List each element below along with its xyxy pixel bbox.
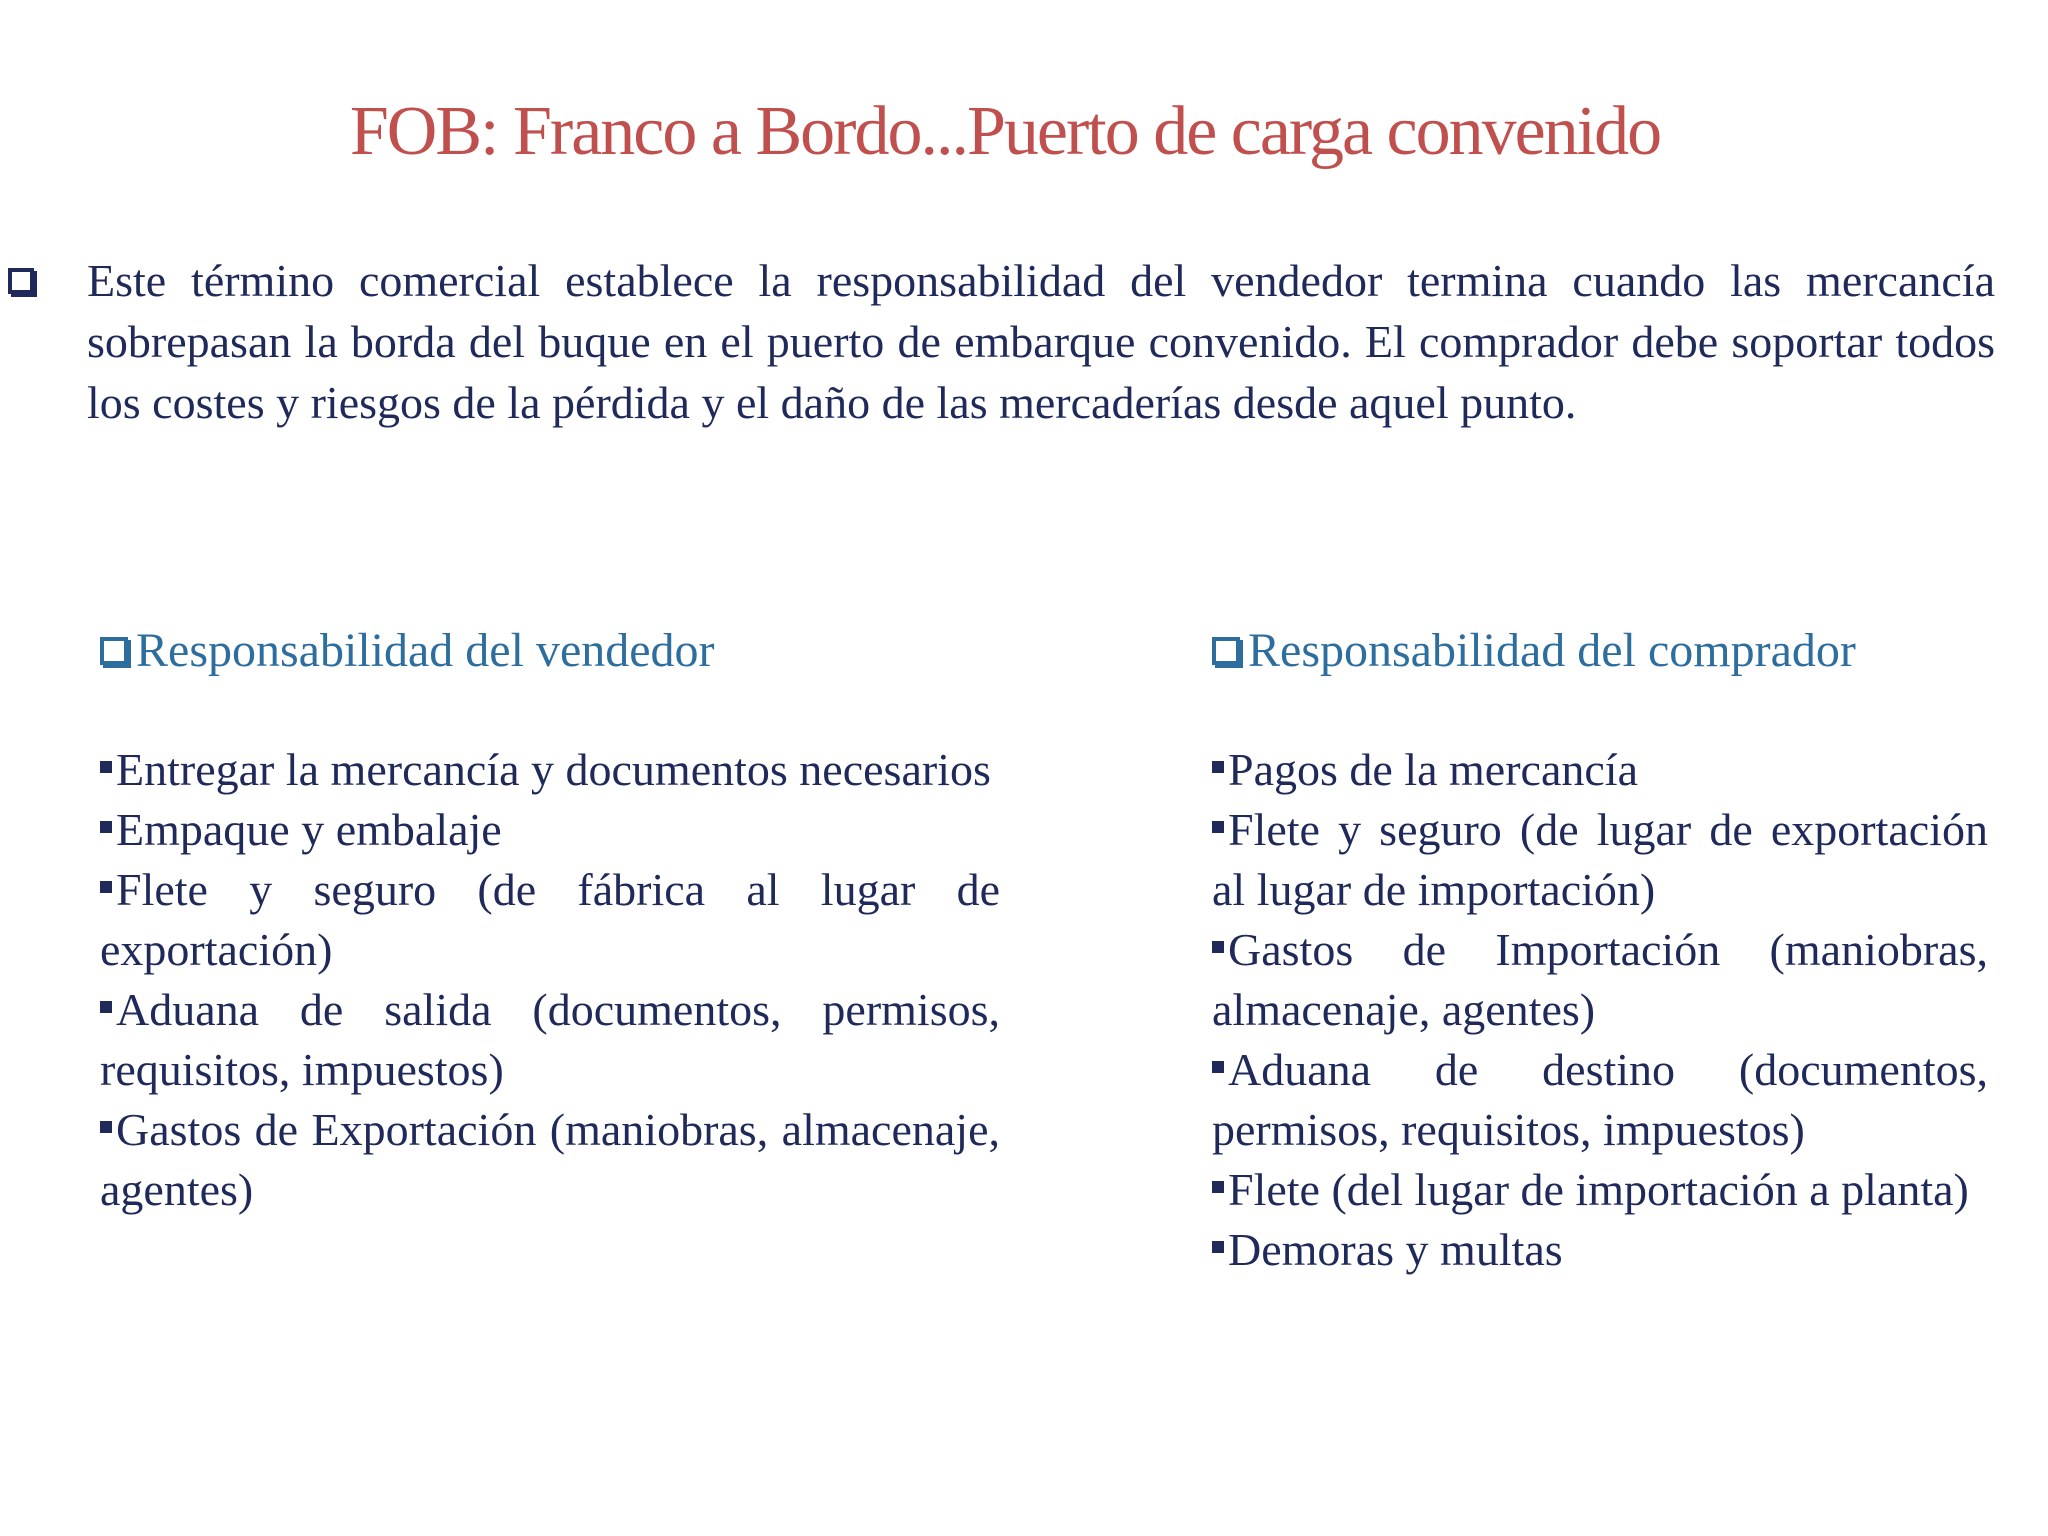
checkbox-bullet-icon [100,637,128,665]
list-item: Flete y seguro (de fábrica al lugar de exportación) [100,864,1000,975]
buyer-column [1212,618,1988,1280]
square-bullet-icon [1212,821,1224,833]
list-item: Gastos de Exportación (maniobras, almacenaje, agentes) [100,1104,1000,1215]
square-bullet-icon [1212,1181,1224,1193]
intro-text: Este término comercial establece la responsabilidad del vendedor termina cuando las mercancía sobrepasan la borda del buque en el puerto de embarque convenido. El comprador debe soportar todos los costes y riesgos de la pérdida y el daño de las mercaderías desde aquel punto. [87,255,1995,428]
list-item: Empaque y embalaje [100,800,1000,860]
buyer-list [1212,740,1988,1280]
square-bullet-icon [1212,761,1224,773]
list-item: Aduana de salida (documentos, permisos, requisitos, impuestos) [100,984,1000,1095]
seller-list [100,740,1000,1220]
square-bullet-icon [100,821,112,833]
square-bullet-icon [100,1001,112,1013]
square-bullet-icon [1212,941,1224,953]
square-bullet-icon [1212,1241,1224,1253]
slide-title: FOB: Franco a Bordo...Puerto de carga convenido [349,93,1661,170]
list-item: Flete (del lugar de importación a planta) [1212,1160,1988,1220]
list-item: Entregar la mercancía y documentos necesarios [100,740,1000,800]
seller-heading [100,618,1000,684]
seller-column [100,618,1000,1220]
checkbox-bullet-icon [1212,637,1240,665]
checkbox-bullet-icon [8,268,34,294]
square-bullet-icon [100,1121,112,1133]
square-bullet-icon [100,761,112,773]
list-item: Pagos de la mercancía [1212,740,1988,800]
list-item: Aduana de destino (documentos, permisos, requisitos, impuestos) [1212,1044,1988,1155]
list-item: Demoras y multas [1212,1220,1988,1280]
buyer-heading [1212,618,1988,684]
square-bullet-icon [100,881,112,893]
square-bullet-icon [1212,1061,1224,1073]
seller-heading-label: Responsabilidad del vendedor [136,624,715,677]
buyer-heading-label: Responsabilidad del comprador [1248,624,1856,677]
list-item: Gastos de Importación (maniobras, almacenaje, agentes) [1212,924,1988,1035]
list-item: Flete y seguro (de lugar de exportación al lugar de importación) [1212,804,1988,915]
